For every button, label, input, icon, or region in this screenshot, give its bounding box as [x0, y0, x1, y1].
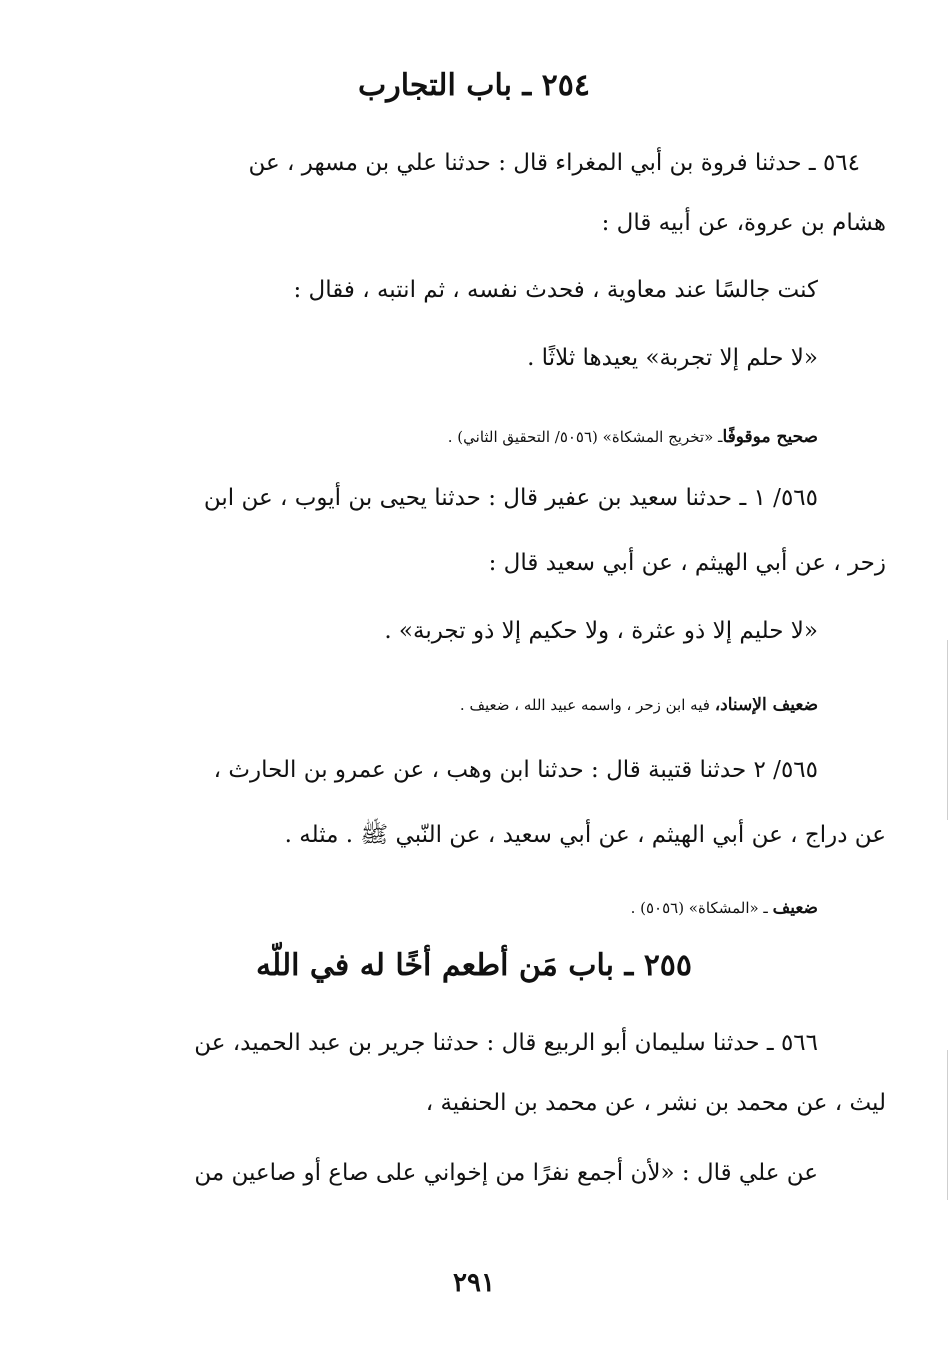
hadith-564-grade: صحيح موقوفًا: [722, 427, 818, 447]
hadith-565-1-grade-note: [460, 695, 818, 715]
hadith-566-line-2: ليث ، عن محمد بن نشر ، عن محمد بن الحنفية ،: [425, 1090, 886, 1116]
hadith-564-source: ـ «تخريج المشكاة» (٥٠٥٦/ التحقيق الثاني) .: [447, 428, 723, 446]
hadith-565-2-source: ـ «المشكاة» (٥٠٥٦) .: [630, 899, 768, 917]
hadith-565-1-source: فيه ابن زحر ، واسمه عبيد الله ، ضعيف .: [459, 696, 710, 714]
hadith-564-line-2: هشام بن عروة، عن أبيه قال :: [601, 210, 886, 236]
hadith-564-grade-note: [448, 427, 818, 447]
hadith-565-1-line-1: ٥٦٥/ ١ ـ حدثنا سعيد بن عفير قال : حدثنا يحيى بن أيوب ، عن ابن: [203, 485, 818, 511]
hadith-564-line-1: ٥٦٤ ـ حدثنا فروة بن أبي المغراء قال : حدثنا علي بن مسهر ، عن: [248, 150, 860, 176]
hadith-564-line-4: «لا حلم إلا تجربة» يعيدها ثلاثًا .: [527, 345, 818, 371]
hadith-565-1-line-3: «لا حليم إلا ذو عثرة ، ولا حكيم إلا ذو تجربة» .: [384, 618, 818, 644]
hadith-564-line-3: كنت جالسًا عند معاوية ، فحدث نفسه ، ثم انتبه ، فقال :: [293, 277, 818, 303]
chapter-255-title: ٢٥٥ ـ باب مَن أطعم أخًا له في اللّه: [255, 948, 693, 983]
chapter-254-title: ٢٥٤ ـ باب التجارب: [358, 68, 590, 103]
hadith-565-2-line-1: ٥٦٥/ ٢ حدثنا قتيبة قال : حدثنا ابن وهب ، عن عمرو بن الحارث ،: [213, 757, 818, 783]
page-number: ٢٩١: [453, 1268, 495, 1298]
hadith-565-2-line-2: عن دراج ، عن أبي الهيثم ، عن أبي سعيد ، عن النّبي ﷺ . مثله .: [284, 822, 886, 848]
hadith-566-line-3: عن علي قال : «لأن أجمع نفرًا من إخواني على صاع أو صاعين من: [194, 1160, 818, 1186]
hadith-565-2-grade: ضعيف: [772, 898, 818, 918]
hadith-565-1-line-2: زحر ، عن أبي الهيثم ، عن أبي سعيد قال :: [488, 550, 886, 576]
hadith-566-line-1: ٥٦٦ ـ حدثنا سليمان أبو الربيع قال : حدثنا جرير بن عبد الحميد، عن: [194, 1030, 818, 1056]
hadith-565-2-grade-note: [631, 898, 818, 918]
hadith-565-1-grade: ضعيف الإسناد،: [714, 695, 818, 715]
